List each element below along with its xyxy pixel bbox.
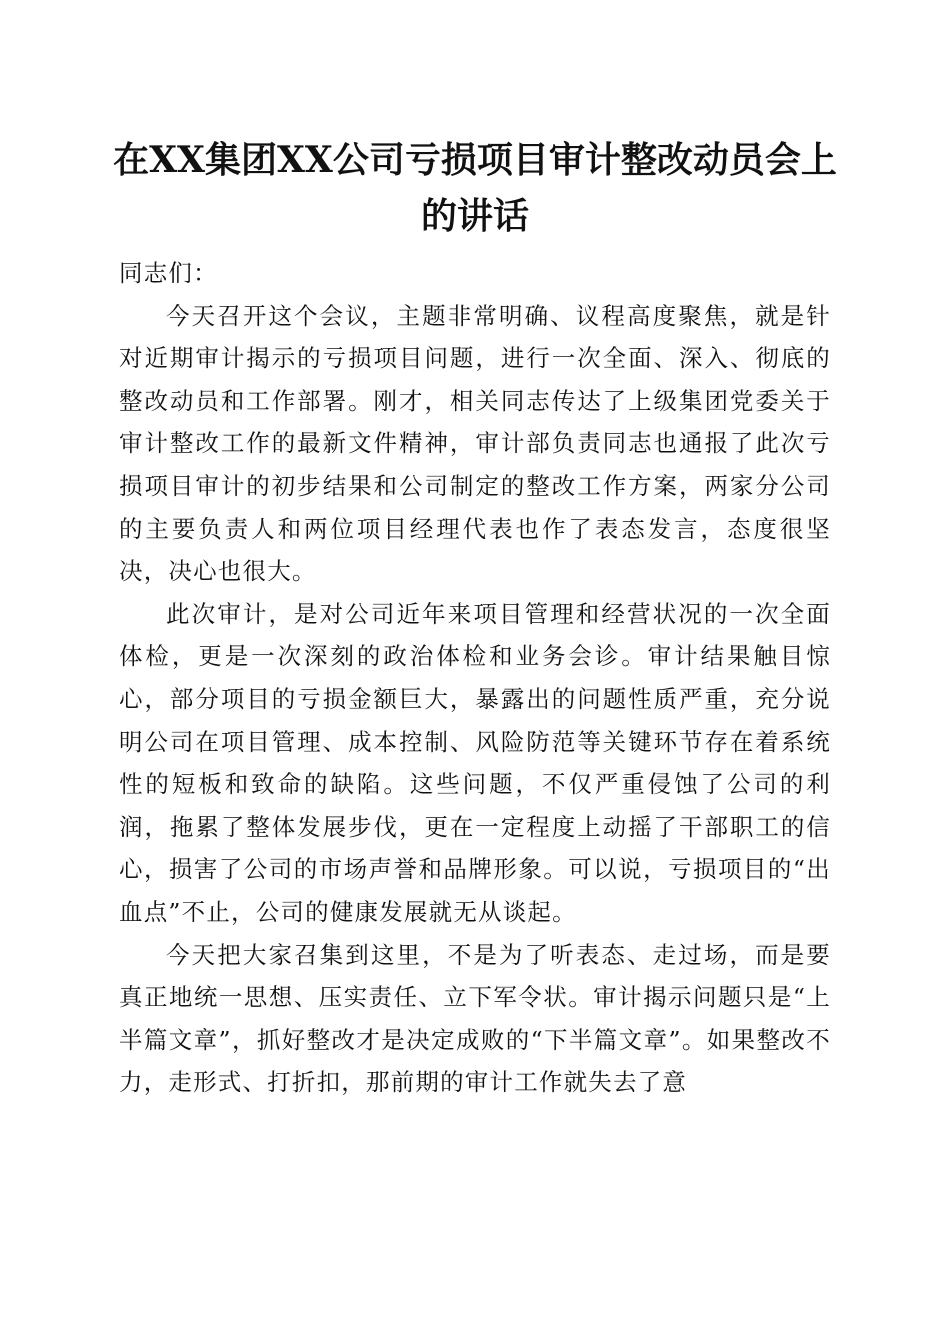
document-title: 在XX集团XX公司亏损项目审计整改动员会上的讲话 bbox=[113, 139, 837, 237]
paragraph-3: 今天把大家召集到这里，不是为了听表态、走过场，而是要真正地统一思想、压实责任、立下军令状。审计揭示问题只是“上半篇文章”，抓好整改才是决定成败的“下半篇文章”。如果整改不力，走形式、打折扣，那前期的审计工作就失去了意 bbox=[119, 940, 831, 1097]
document-body bbox=[119, 252, 831, 1104]
paragraph-1: 今天召开这个会议，主题非常明确、议程高度聚焦，就是针对近期审计揭示的亏损项目问题，进行一次全面、深入、彻底的整改动员和工作部署。刚才，相关同志传达了上级集团党委关于审计整改工作的最新文件精神，审计部负责同志也通报了此次亏损项目审计的初步结果和公司制定的整改工作方案，两家分公司的主要负责人和两位项目经理代表也作了表态发言，态度很坚决，决心也很大。 bbox=[119, 301, 831, 586]
salutation: 同志们： bbox=[119, 259, 218, 287]
paragraph-2: 此次审计，是对公司近年来项目管理和经营状况的一次全面体检，更是一次深刻的政治体检和业务会诊。审计结果触目惊心，部分项目的亏损金额巨大，暴露出的问题性质严重，充分说明公司在项目管理、成本控制、风险防范等关键环节存在着系统性的短板和致命的缺陷。这些问题，不仅严重侵蚀了公司的利润，拖累了整体发展步伐，更在一定程度上动摇了干部职工的信心，损害了公司的市场声誉和品牌形象。可以说，亏损项目的“出血点”不止，公司的健康发展就无从谈起。 bbox=[119, 599, 831, 926]
